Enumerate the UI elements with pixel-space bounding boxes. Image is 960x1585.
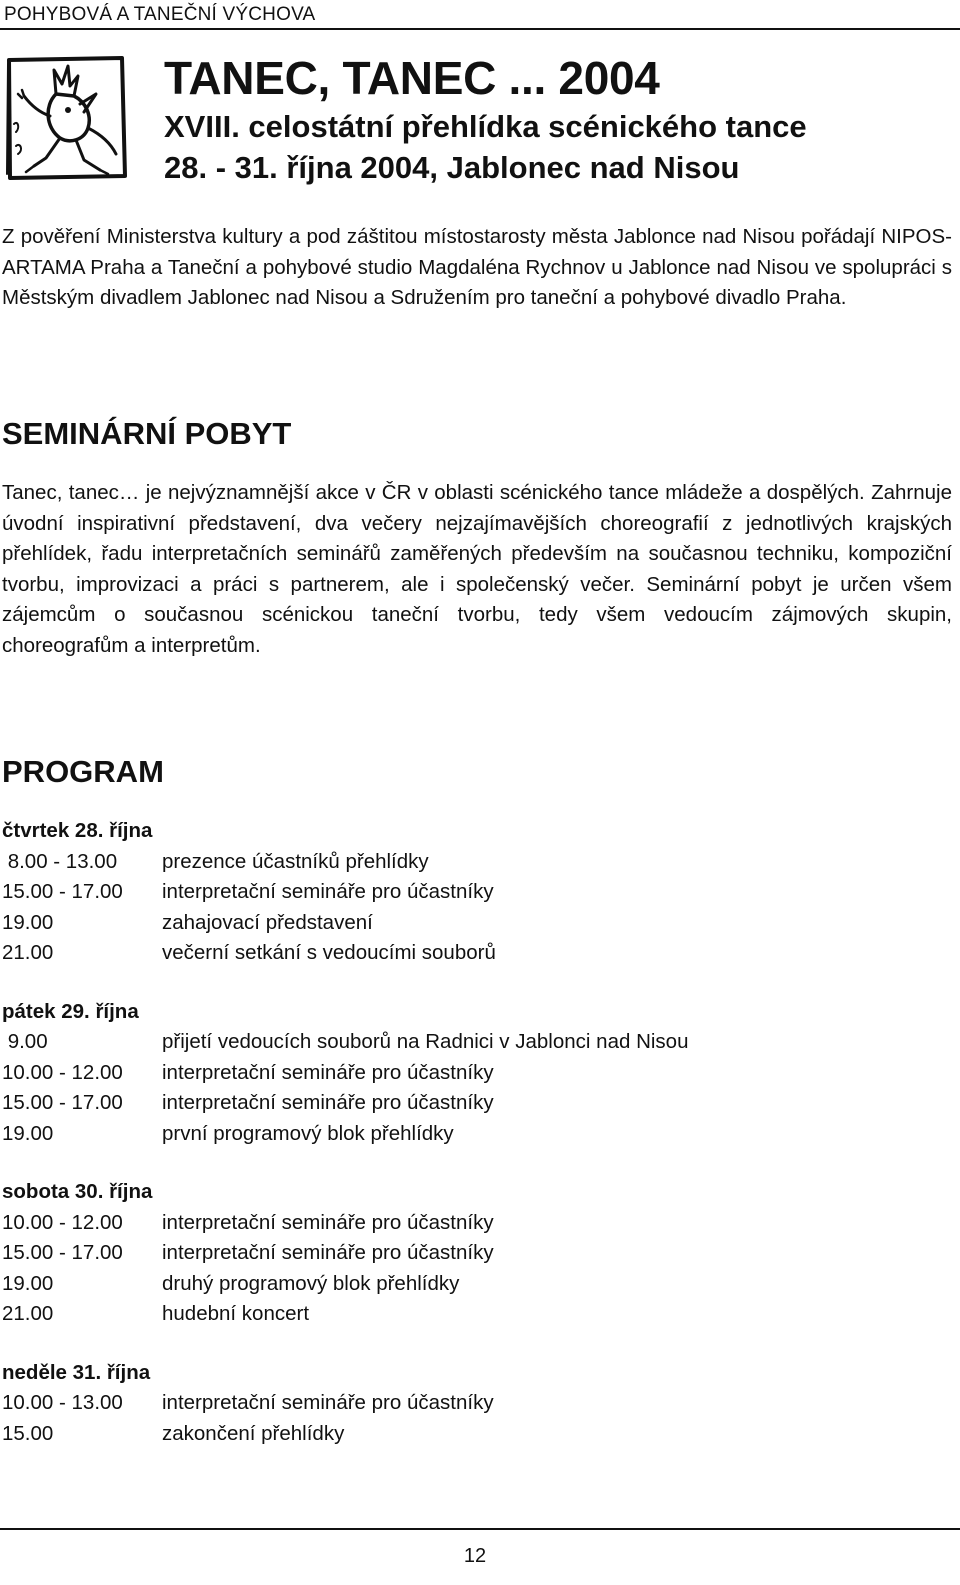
schedule-row — [2, 1419, 942, 1450]
schedule-row — [2, 1299, 942, 1330]
schedule-event: interpretační semináře pro účastníky — [162, 1091, 494, 1114]
schedule-time: 8.00 - 13.00 — [2, 849, 118, 873]
program-heading: PROGRAM — [2, 754, 164, 789]
program-schedule — [2, 816, 942, 1477]
schedule-time: 15.00 - 17.00 — [2, 880, 123, 903]
header-divider — [0, 28, 960, 30]
schedule-time: 19.00 — [2, 910, 54, 934]
schedule-event: interpretační semináře pro účastníky — [162, 1241, 494, 1264]
schedule-time: 19.00 — [2, 1271, 54, 1295]
intro-paragraph: Z pověření Ministerstva kultury a pod záštitou místostarosty města Jablonce nad Nisou pořádají NIPOS-ARTAMA Praha a Taneční a pohybové studio Magdaléna Rychnov u Jablonce nad Nisou ve spolupráci s Městským divadlem Jablonec nad Nisou a Sdružením pro taneční a pohybové divadlo Praha. — [2, 225, 952, 309]
dancing-bird-sketch-icon — [4, 54, 128, 182]
schedule-event: přijetí vedoucích souborů na Radnici v Jablonci nad Nisou — [162, 1030, 689, 1053]
day-title: čtvrtek 28. října — [2, 819, 153, 842]
schedule-time: 21.00 — [2, 941, 54, 964]
schedule-row — [2, 1208, 942, 1239]
day-title: pátek 29. října — [2, 999, 139, 1023]
schedule-row — [2, 1058, 942, 1089]
schedule-time: 10.00 - 13.00 — [2, 1391, 123, 1414]
schedule-event: interpretační semináře pro účastníky — [162, 1210, 494, 1234]
schedule-row — [2, 847, 942, 878]
schedule-event: hudební koncert — [162, 1302, 310, 1325]
schedule-time: 9.00 — [2, 1030, 48, 1053]
schedule-time: 10.00 - 12.00 — [2, 1210, 123, 1234]
page-title: TANEC, TANEC ... 2004 — [164, 52, 660, 104]
schedule-row — [2, 938, 942, 969]
day-title: sobota 30. října — [2, 1180, 153, 1203]
schedule-day-sunday — [2, 1358, 942, 1450]
schedule-time: 15.00 - 17.00 — [2, 1241, 123, 1264]
schedule-row — [2, 1388, 942, 1419]
event-subtitle: XVIII. celostátní přehlídka scénického tance — [164, 109, 807, 144]
schedule-event: zakončení přehlídky — [162, 1421, 345, 1445]
event-date-place: 28. - 31. října 2004, Jablonec nad Nisou — [164, 150, 740, 185]
schedule-day-saturday — [2, 1177, 942, 1330]
schedule-row — [2, 1027, 942, 1058]
schedule-event: interpretační semináře pro účastníky — [162, 880, 494, 903]
schedule-day-thursday — [2, 816, 942, 969]
schedule-row — [2, 1088, 942, 1119]
schedule-row — [2, 908, 942, 939]
day-title: neděle 31. října — [2, 1360, 151, 1384]
schedule-event: prezence účastníků přehlídky — [162, 849, 429, 873]
schedule-time: 10.00 - 12.00 — [2, 1060, 123, 1084]
schedule-time: 21.00 — [2, 1302, 54, 1325]
page-number: 12 — [463, 1545, 487, 1567]
schedule-day-friday — [2, 997, 942, 1150]
schedule-time: 15.00 - 17.00 — [2, 1091, 123, 1114]
title-block — [164, 50, 807, 188]
seminar-heading: SEMINÁRNÍ POBYT — [2, 416, 292, 451]
schedule-row — [2, 1238, 942, 1269]
schedule-event: interpretační semináře pro účastníky — [162, 1391, 494, 1414]
schedule-time: 19.00 — [2, 1121, 54, 1145]
schedule-event: první programový blok přehlídky — [162, 1121, 454, 1145]
schedule-row — [2, 1269, 942, 1300]
seminar-paragraph: Tanec, tanec… je nejvýznamnější akce v ČR v oblasti scénického tance mládeže a dospělých. Zahrnuje úvodní inspirativní představení, dva večery nejzajímavějších choreografií z jednotlivých krajských přehlídek, řadu interpretačních seminářů zaměřených především na současnou techniku, kompoziční tvorbu, improvizaci a práci s partnerem, ale i společenský večer. Seminární pobyt je určen všem zájemcům o současnou scénickou taneční tvorbu, tedy všem vedoucím zájmových skupin, choreografům a interpretům. — [2, 481, 952, 657]
schedule-event: druhý programový blok přehlídky — [162, 1271, 460, 1295]
footer-divider — [0, 1528, 960, 1530]
schedule-time: 15.00 — [2, 1421, 54, 1445]
schedule-row — [2, 1119, 942, 1150]
schedule-event: interpretační semináře pro účastníky — [162, 1060, 494, 1084]
schedule-event: večerní setkání s vedoucími souborů — [162, 941, 496, 964]
running-header: POHYBOVÁ A TANEČNÍ VÝCHOVA — [4, 4, 316, 25]
schedule-event: zahajovací představení — [162, 910, 373, 934]
schedule-row — [2, 877, 942, 908]
